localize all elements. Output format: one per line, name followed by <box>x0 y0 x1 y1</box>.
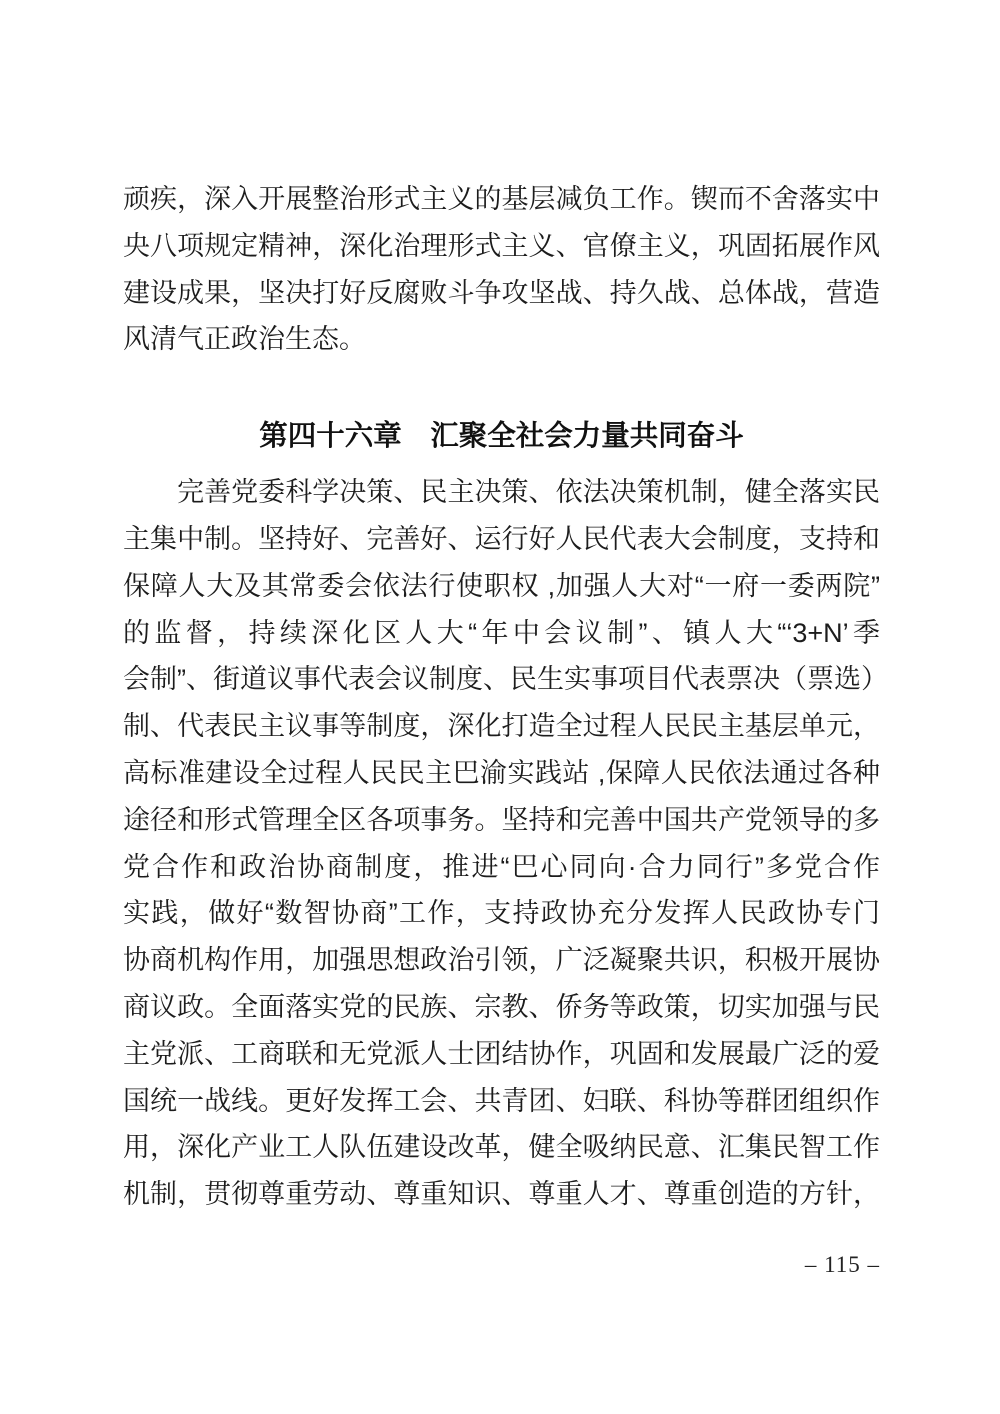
text-line: 商议政。全面落实党的民族、宗教、侨务等政策，切实加强与民 <box>123 991 880 1022</box>
text-line: 主集中制。坚持好、完善好、运行好人民代表大会制度，支持和 <box>123 523 880 554</box>
page-content <box>123 176 888 1218</box>
text-line: 保障人大及其常委会依法行使职权 ,加强人大对“一府一委两院” <box>123 570 880 601</box>
text-line: 途径和形式管理全区各项事务。坚持和完善中国共产党领导的多 <box>123 804 880 835</box>
text-line: 党合作和政治协商制度，推进“巴心同向·合力同行”多党合作 <box>123 851 880 882</box>
text-line: 的监督，持续深化区人大“年中会议制”、镇人大“‘3+N’季 <box>123 617 880 648</box>
page-number: – 115 – <box>804 1252 880 1277</box>
text-line: 完善党委科学决策、民主决策、依法决策机制，健全落实民 <box>123 477 880 508</box>
text-line: 顽疾，深入开展整治形式主义的基层减负工作。锲而不舍落实中 <box>123 184 880 214</box>
text-line: 用，深化产业工人队伍建设改革，健全吸纳民意、汇集民智工作 <box>123 1132 880 1163</box>
text-line: 央八项规定精神，深化治理形式主义、官僚主义，巩固拓展作风 <box>123 230 880 261</box>
text-line: 国统一战线。更好发挥工会、共青团、妇联、科协等群团组织作 <box>123 1085 880 1116</box>
chapter-heading: 第四十六章 汇聚全社会力量共同奋斗 <box>259 420 744 453</box>
text-line: 建设成果，坚决打好反腐败斗争攻坚战、持久战、总体战，营造 <box>123 277 880 308</box>
text-line: 制、代表民主议事等制度，深化打造全过程人民民主基层单元， <box>123 711 880 742</box>
paragraph-2 <box>123 469 888 1218</box>
text-line: 实践，做好“数智协商”工作，支持政协充分发挥人民政协专门 <box>123 898 880 929</box>
text-line: 风清气正政治生态。 <box>123 324 366 355</box>
text-line: 高标准建设全过程人民民主巴渝实践站 ,保障人民依法通过各种 <box>123 757 880 788</box>
text-line: 协商机构作用，加强思想政治引领，广泛凝聚共识，积极开展协 <box>123 945 880 976</box>
text-line: 会制”、街道议事代表会议制度、民生实事项目代表票决（票选） <box>123 664 888 695</box>
paragraph-1 <box>123 176 880 363</box>
text-line: 主党派、工商联和无党派人士团结协作，巩固和发展最广泛的爱 <box>123 1038 880 1069</box>
text-line: 机制，贯彻尊重劳动、尊重知识、尊重人才、尊重创造的方针， <box>123 1179 880 1210</box>
